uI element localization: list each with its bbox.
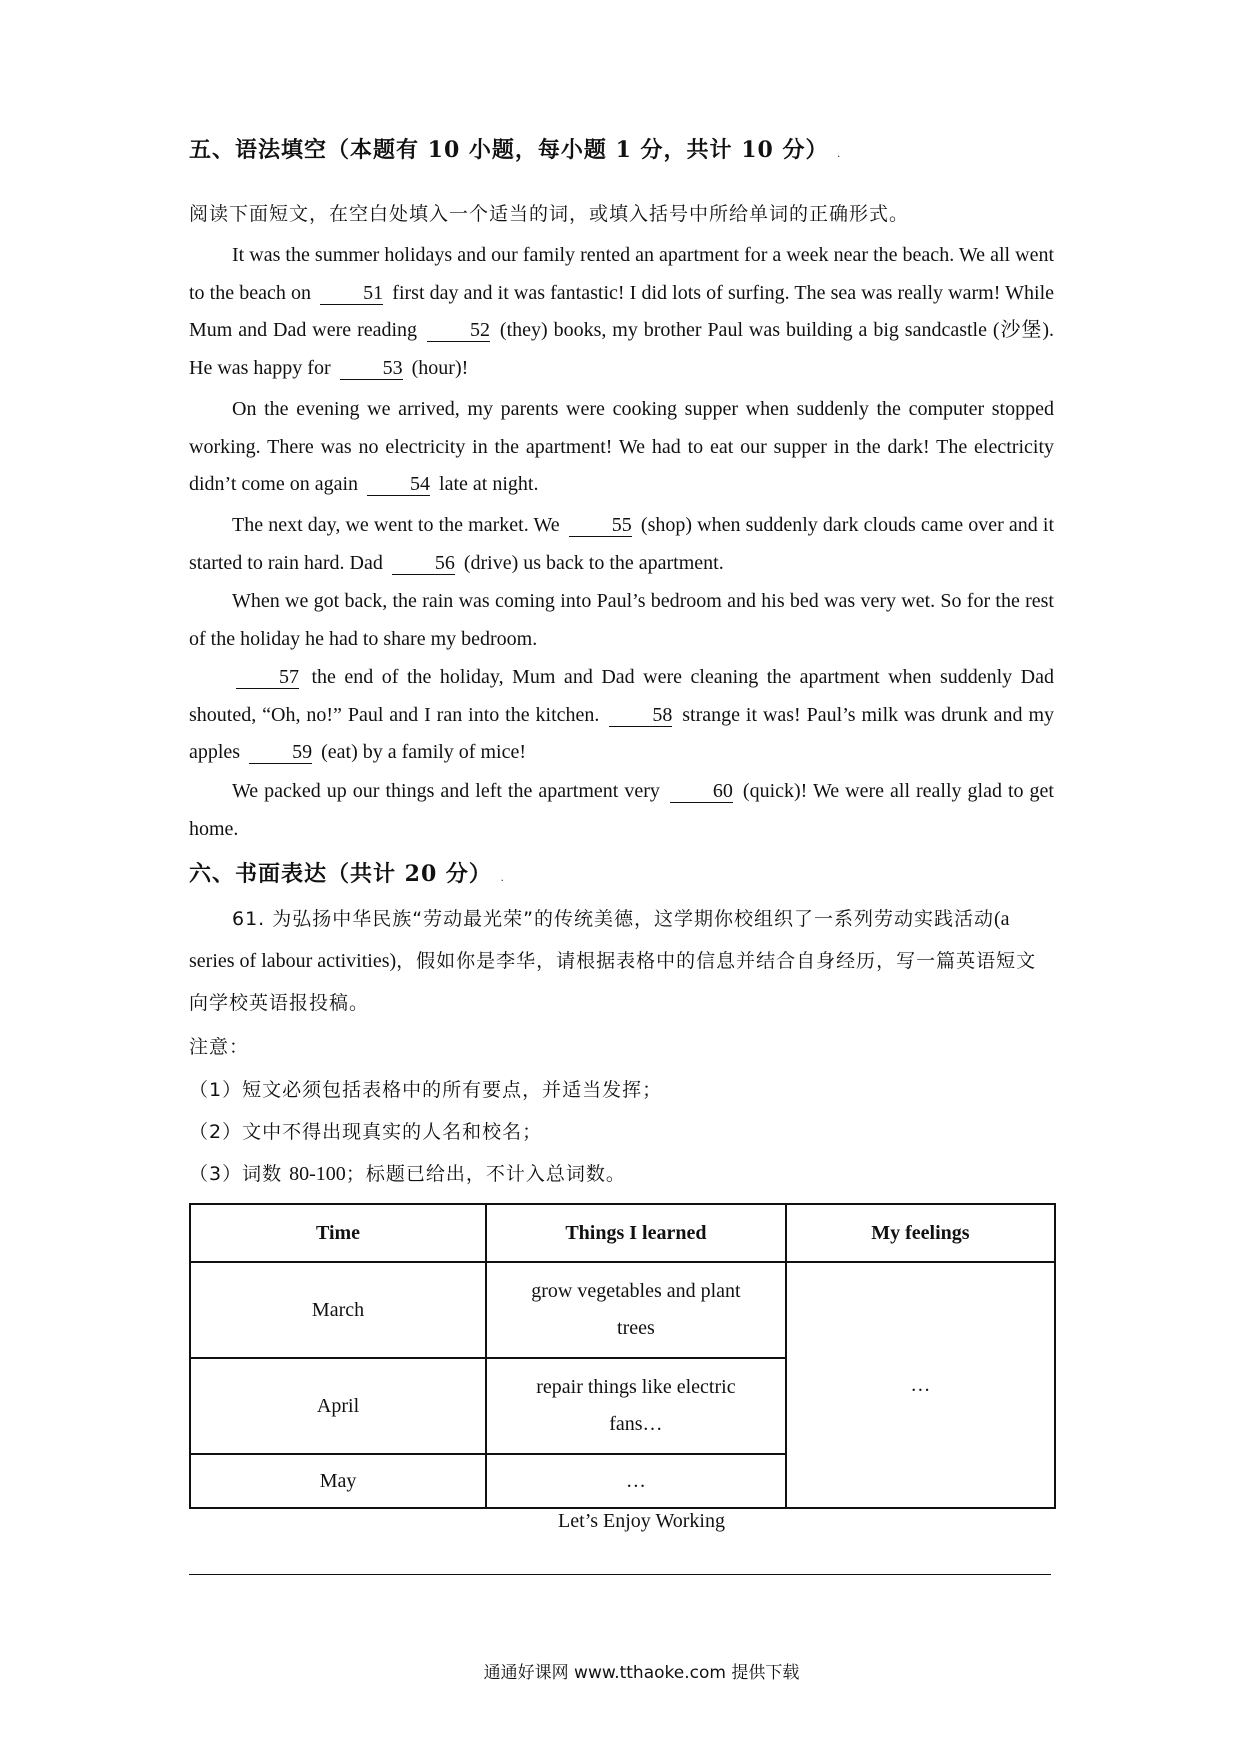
passage-paragraph-3	[189, 507, 1054, 582]
table-row	[190, 1262, 1055, 1358]
task-text-english: (a series of labour activities)	[189, 908, 1010, 972]
writing-task-prompt	[189, 898, 1054, 1024]
blank-58[interactable]: 58	[609, 704, 672, 727]
section-6-title-text: 六、书面表达（共计 20 分）	[189, 861, 492, 887]
passage-text: On the evening we arrived, my parents were cooking supper when suddenly the computer stopped working. There was no electricity in the apartment! We had to eat our supper in the dark! The electricity didn’t come on again	[189, 398, 1054, 495]
essay-title: Let’s Enjoy Working	[558, 1510, 725, 1532]
passage-paragraph-6	[189, 773, 1054, 848]
table-cell-text: grow vegetables and plant trees	[531, 1280, 741, 1339]
passage-text: (drive) us back to the apartment.	[463, 551, 724, 574]
table-cell-time: March	[190, 1262, 486, 1358]
page-footer: 通通好课网 www.tthaoke.com 提供下载	[483, 1663, 800, 1683]
passage-paragraph-2	[189, 391, 1054, 504]
table-header-row	[190, 1204, 1055, 1262]
passage-text: It was the summer holidays and our family rented an apartment for a week near the beach. We all went to the beach on	[189, 244, 1054, 304]
section-5-title-mark: .	[837, 149, 842, 160]
passage-text: (shop) when suddenly dark clouds came over and it started to rain hard. Dad	[189, 514, 1055, 574]
blank-57[interactable]: 57	[236, 666, 299, 689]
passage-paragraph-4	[189, 583, 1054, 658]
passage-text: (they) books, my brother Paul was building a big sandcastle (沙堡). He was happy for	[189, 319, 1054, 379]
table-cell-things	[486, 1262, 786, 1358]
table-cell-time: May	[190, 1454, 486, 1508]
passage-text: first day and it was fantastic! I did lots of surfing. The sea was really warm! While Mum and Dad were reading	[189, 281, 1055, 341]
blank-55[interactable]: 55	[569, 514, 632, 537]
blank-53[interactable]: 53	[340, 357, 403, 380]
passage-text: strange it was! Paul’s milk was drunk and my apples	[189, 703, 1054, 763]
table-cell-feelings: …	[786, 1262, 1055, 1508]
passage-paragraph-5	[189, 659, 1054, 772]
table-cell-things	[486, 1358, 786, 1454]
passage-text: the end of the holiday, Mum and Dad were cleaning the apartment when suddenly Dad shouted, “Oh, no!” Paul and I ran into the kitchen.	[189, 666, 1054, 726]
blank-51[interactable]: 51	[320, 282, 383, 305]
note-text-english: 80-100	[289, 1163, 346, 1185]
passage-text: (hour)!	[411, 356, 469, 379]
blank-59[interactable]: 59	[249, 741, 312, 764]
passage-text: late at night.	[439, 473, 539, 495]
note-item-2: （2）文中不得出现真实的人名和校名；	[189, 1121, 543, 1143]
table-cell-time: April	[190, 1358, 486, 1454]
task-text: ，假如你是李华，请根据表格中的信息并结合自身经历，写一篇英语短文向学校英语报投稿。	[189, 950, 1037, 1014]
passage-text: (eat) by a family of mice!	[321, 741, 526, 763]
section-5-instruction: 阅读下面短文，在空白处填入一个适当的词，或填入括号中所给单词的正确形式。	[189, 203, 910, 225]
table-header: My feelings	[786, 1204, 1055, 1262]
section-5-title	[189, 133, 841, 164]
blank-56[interactable]: 56	[392, 552, 455, 575]
passage-text: (quick)! We were all really glad to get home.	[189, 780, 1054, 840]
blank-52[interactable]: 52	[427, 319, 490, 342]
passage-paragraph-1	[189, 237, 1054, 387]
answer-line	[189, 1574, 1051, 1575]
note-item-1: （1）短文必须包括表格中的所有要点，并适当发挥；	[189, 1079, 663, 1101]
section-6-title-mark: .	[500, 873, 505, 884]
note-text: ；标题已给出，不计入总词数。	[345, 1163, 626, 1185]
note-text: （3）词数	[189, 1163, 290, 1185]
info-table	[189, 1203, 1056, 1509]
blank-54[interactable]: 54	[367, 473, 430, 496]
passage-text: When we got back, the rain was coming into Paul’s bedroom and his bed was very wet. So for the rest of the holiday he had to share my bedroom.	[189, 590, 1054, 650]
section-6-title	[189, 857, 505, 888]
table-cell-text: repair things like electric fans…	[536, 1376, 736, 1435]
task-text: 61. 为弘扬中华民族“劳动最光荣”的传统美德，这学期你校组织了一系列劳动实践活动	[232, 908, 994, 930]
table-header: Things I learned	[486, 1204, 786, 1262]
note-label: 注意：	[189, 1036, 250, 1058]
note-item-3	[189, 1159, 626, 1186]
section-5-title-text: 五、语法填空（本题有 10 小题，每小题 1 分，共计 10 分）	[189, 137, 829, 163]
blank-60[interactable]: 60	[670, 780, 733, 803]
passage-text: We packed up our things and left the apartment very	[232, 780, 660, 802]
passage-text: The next day, we went to the market. We	[232, 514, 560, 536]
table-header: Time	[190, 1204, 486, 1262]
table-cell-things: …	[486, 1454, 786, 1508]
